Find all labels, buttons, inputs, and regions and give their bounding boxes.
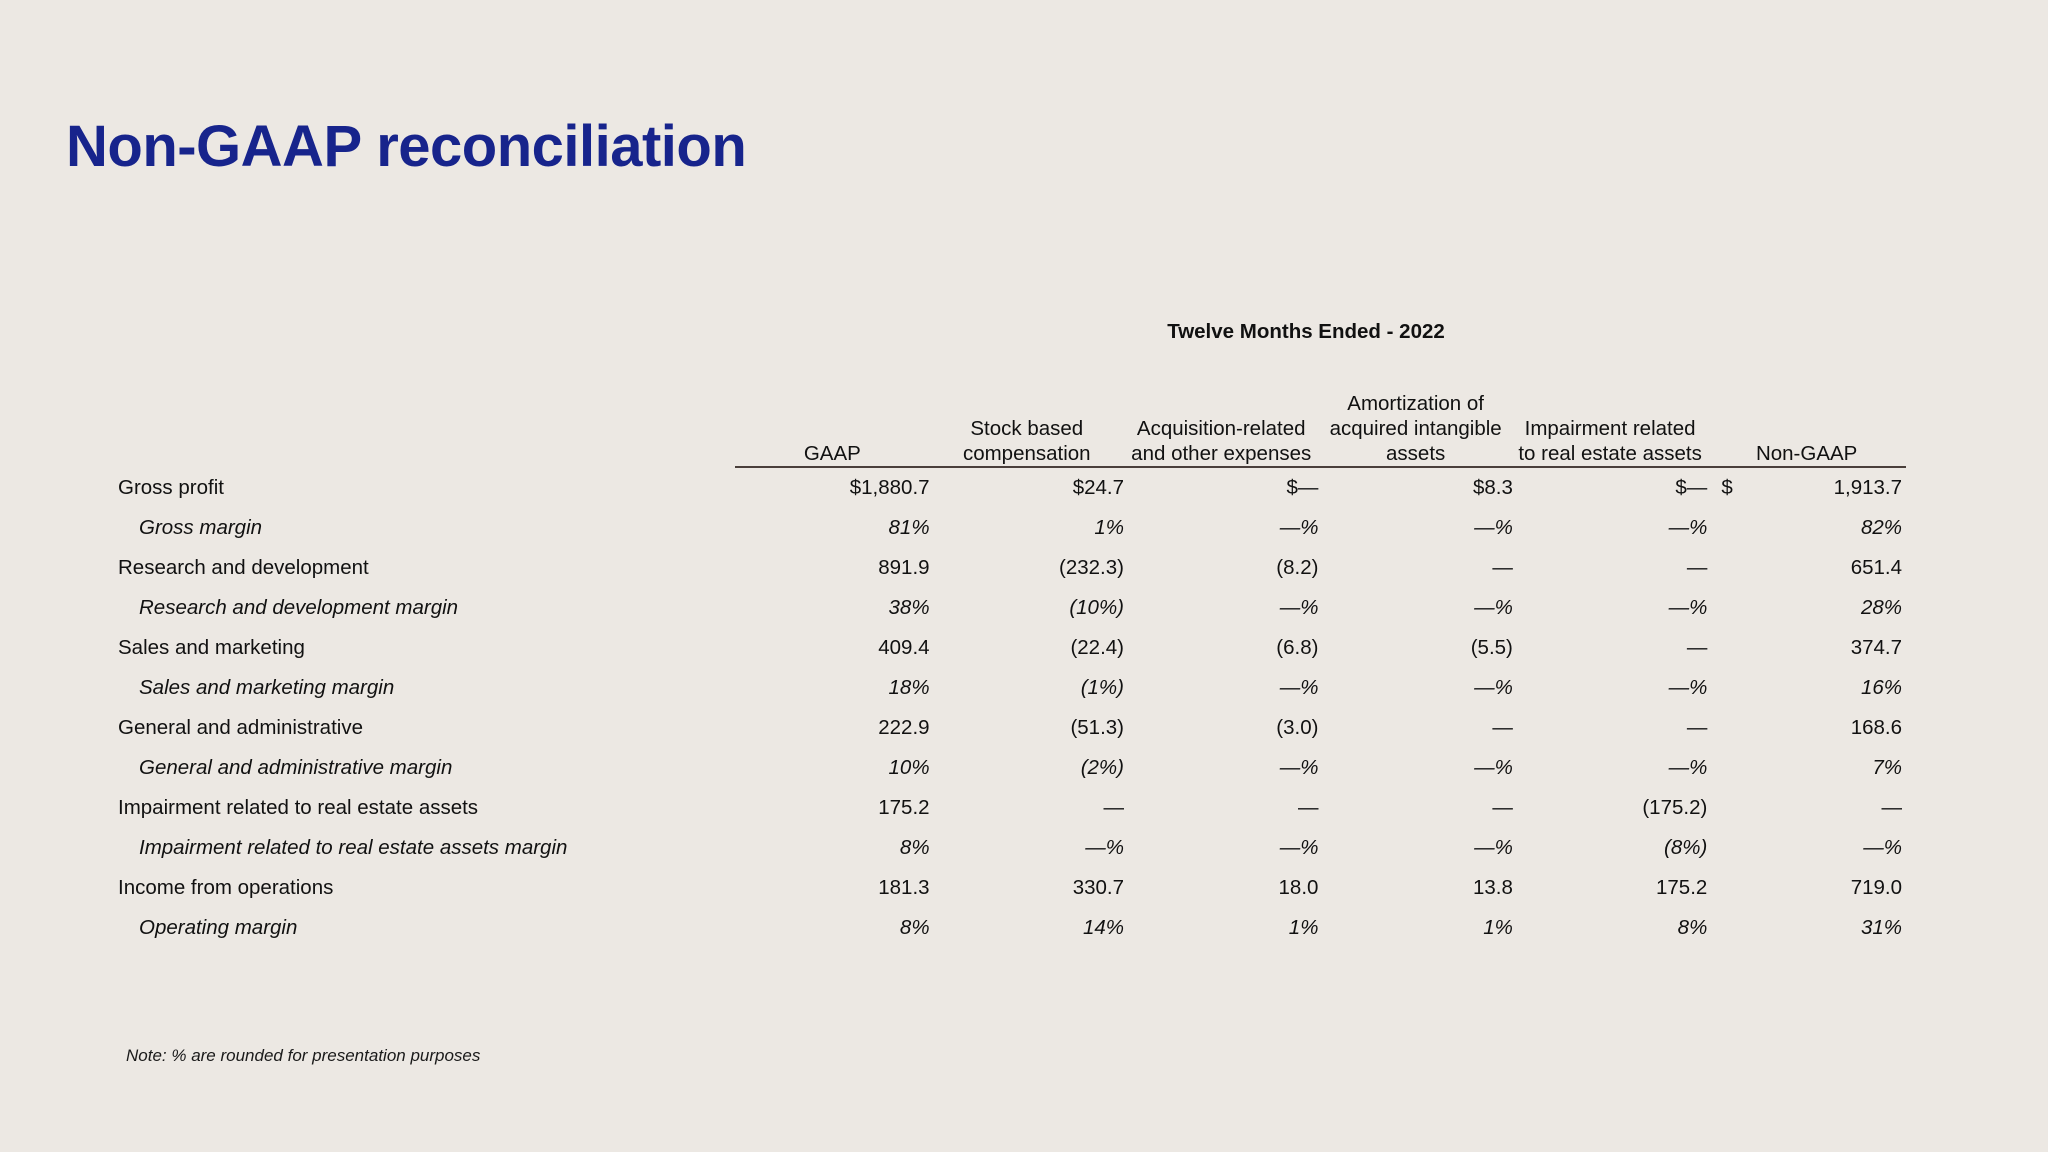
table-row <box>118 788 1906 828</box>
cell-gaap: 38% <box>888 596 930 619</box>
row-label: Sales and marketing margin <box>139 676 395 699</box>
cell-sbc: —% <box>1085 836 1124 859</box>
cell-impair: —% <box>1668 676 1708 699</box>
cell-gaap: 175.2 <box>878 796 930 819</box>
cell-acq: (8.2) <box>1276 556 1319 579</box>
cell-impair: — <box>1686 636 1708 659</box>
column-header-label <box>118 370 735 467</box>
cell-amort: 13.8 <box>1472 876 1513 899</box>
table-row <box>118 588 1906 628</box>
cell-value: 1,913.7 <box>1833 476 1902 499</box>
table-row <box>118 908 1906 948</box>
cell-acq: —% <box>1279 676 1319 699</box>
table-row <box>118 548 1906 588</box>
table-header-row <box>118 370 1906 467</box>
cell-acq: $— <box>1286 476 1319 499</box>
cell-amort: $8.3 <box>1472 476 1513 499</box>
cell-acq: (3.0) <box>1276 716 1319 739</box>
cell-gaap: 409.4 <box>878 636 930 659</box>
cell-impair: —% <box>1668 516 1708 539</box>
table-body <box>118 467 1906 948</box>
cell-impair: (8%) <box>1664 836 1708 859</box>
row-label: Research and development <box>118 556 369 579</box>
cell-acq: —% <box>1279 836 1319 859</box>
table-row <box>118 828 1906 868</box>
cell-gaap: 81% <box>888 516 930 539</box>
footnote: Note: % are rounded for presentation purposes <box>126 1046 481 1065</box>
cell-amort: — <box>1492 796 1513 819</box>
cell-gaap: 891.9 <box>878 556 930 579</box>
row-label: Impairment related to real estate assets <box>118 796 479 819</box>
page-title: Non-GAAP reconciliation <box>66 114 747 179</box>
cell-acq: —% <box>1279 516 1319 539</box>
table-row <box>118 748 1906 788</box>
cell-amort: 1% <box>1483 916 1513 939</box>
cell-amort: — <box>1492 716 1513 739</box>
cell-nongaap: 651.4 <box>1850 556 1902 579</box>
cell-acq: — <box>1297 796 1319 819</box>
table-row <box>118 467 1906 508</box>
cell-sbc: (232.3) <box>1059 556 1124 579</box>
column-header-acquisition-related-and-other-expenses: Acquisition-related and other expenses <box>1124 370 1318 467</box>
cell-amort: (5.5) <box>1470 636 1513 659</box>
cell-nongaap: 31% <box>1860 916 1902 939</box>
cell-acq: 18.0 <box>1278 876 1319 899</box>
cell-nongaap: 374.7 <box>1850 636 1902 659</box>
cell-acq: —% <box>1279 756 1319 779</box>
cell-sbc: (1%) <box>1080 676 1124 699</box>
cell-amort: — <box>1492 556 1513 579</box>
table-row <box>118 628 1906 668</box>
period-header: Twelve Months Ended - 2022 <box>1167 320 1445 343</box>
table-row <box>118 868 1906 908</box>
cell-gaap: 10% <box>888 756 930 779</box>
column-header-impairment-related-to-real-estate-assets: Impairment related to real estate assets <box>1513 370 1707 467</box>
cell-sbc: 1% <box>1094 516 1124 539</box>
row-label: Research and development margin <box>139 596 459 619</box>
cell-nongaap: 82% <box>1860 516 1902 539</box>
row-label: Gross profit <box>118 476 224 499</box>
cell-amort: —% <box>1474 836 1513 859</box>
cell-sbc: 330.7 <box>1072 876 1124 899</box>
row-label: Gross margin <box>139 516 263 539</box>
row-label: General and administrative margin <box>139 756 453 779</box>
cell-nongaap: — <box>1881 796 1902 819</box>
cell-nongaap: 28% <box>1860 596 1902 619</box>
cell-gaap: $1,880.7 <box>849 476 930 499</box>
cell-gaap: 8% <box>899 916 930 939</box>
table-row <box>118 708 1906 748</box>
cell-nongaap: 16% <box>1860 676 1902 699</box>
cell-sbc: — <box>1103 796 1124 819</box>
cell-impair: 175.2 <box>1656 876 1708 899</box>
cell-sbc: (2%) <box>1080 756 1124 779</box>
cell-amort: —% <box>1474 596 1513 619</box>
cell-impair: —% <box>1668 596 1708 619</box>
table-header <box>118 370 1906 467</box>
cell-impair: — <box>1686 556 1708 579</box>
column-header-amortization-of-acquired-intangible-assets: Amortization of acquired intangible assets <box>1318 370 1512 467</box>
cell-nongaap: 7% <box>1872 756 1902 779</box>
cell-nongaap: —% <box>1863 836 1902 859</box>
column-header-gaap: GAAP <box>735 370 929 467</box>
row-label: Sales and marketing <box>118 636 305 659</box>
cell-sbc: 14% <box>1082 916 1124 939</box>
cell-nongaap <box>1707 467 1906 508</box>
row-label: Income from operations <box>118 876 334 899</box>
cell-gaap: 181.3 <box>878 876 930 899</box>
cell-acq: (6.8) <box>1276 636 1319 659</box>
cell-sbc: (22.4) <box>1070 636 1124 659</box>
cell-sbc: (10%) <box>1069 596 1124 619</box>
cell-impair: 8% <box>1677 916 1708 939</box>
non-gaap-reconciliation-table <box>118 370 1906 948</box>
cell-gaap: 18% <box>888 676 930 699</box>
cell-impair: $— <box>1675 476 1708 499</box>
cell-gaap: 222.9 <box>878 716 930 739</box>
cell-sbc: $24.7 <box>1072 476 1124 499</box>
cell-impair: (175.2) <box>1642 796 1708 819</box>
cell-amort: —% <box>1474 756 1513 779</box>
cell-acq: 1% <box>1288 916 1319 939</box>
cell-sbc: (51.3) <box>1070 716 1124 739</box>
row-label: General and administrative <box>118 716 363 739</box>
table-row <box>118 668 1906 708</box>
cell-amort: —% <box>1474 516 1513 539</box>
column-header-non-gaap: Non-GAAP <box>1707 370 1906 467</box>
currency-symbol: $ <box>1721 476 1733 499</box>
row-label: Impairment related to real estate assets margin <box>139 836 568 859</box>
row-label: Operating margin <box>139 916 298 939</box>
cell-nongaap: 168.6 <box>1850 716 1902 739</box>
cell-gaap: 8% <box>899 836 930 859</box>
cell-acq: —% <box>1279 596 1319 619</box>
cell-nongaap: 719.0 <box>1850 876 1902 899</box>
table-row <box>118 508 1906 548</box>
cell-impair: —% <box>1668 756 1708 779</box>
cell-impair: — <box>1686 716 1708 739</box>
cell-amort: —% <box>1474 676 1513 699</box>
column-header-stock-based-compensation: Stock based compensation <box>930 370 1124 467</box>
